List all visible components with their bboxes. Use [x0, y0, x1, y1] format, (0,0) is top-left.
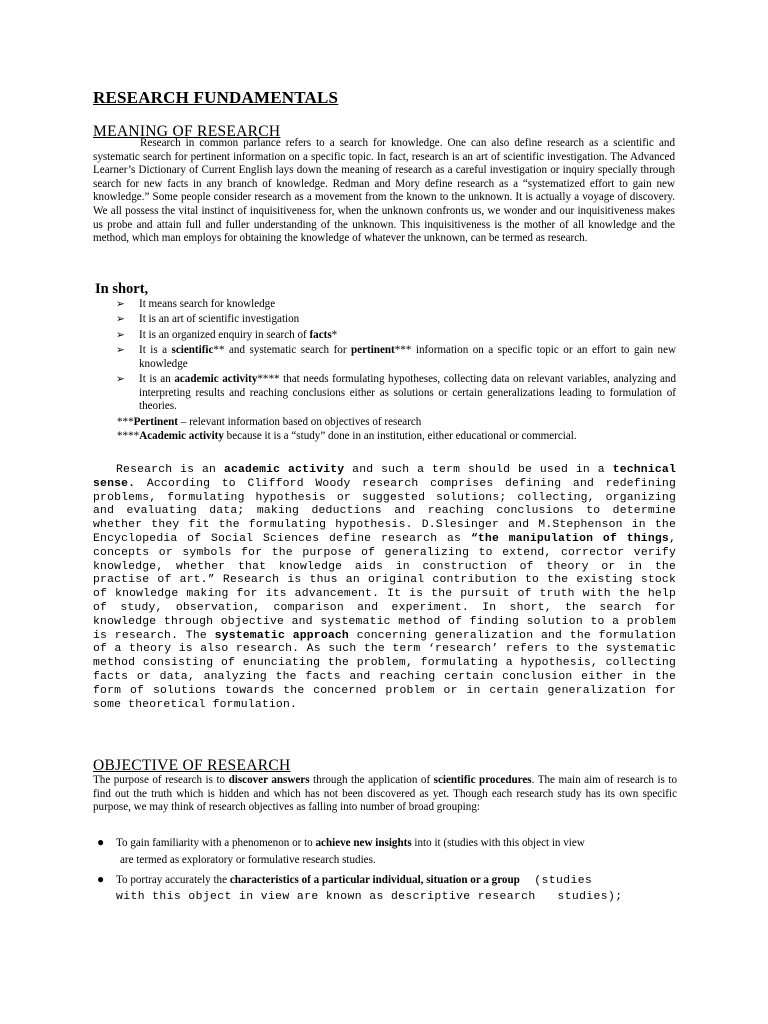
list-item: ➢ It is an academic activity**** that needs formulating hypotheses, collecting data on relevant variables, analyzing and interpreting results and reaching conclusions either as solutions or certain generalizations leading to formulation of theories.: [116, 373, 677, 412]
arrow-bullet-icon: ➢: [116, 329, 125, 341]
arrow-bullet-icon: ➢: [116, 314, 125, 326]
footnote-pertinent: ***Pertinent – relevant information based on objectives of research: [117, 416, 422, 428]
list-item: ➢ It is a scientific** and systematic search for pertinent*** information on a specific topic or an effort to gain new knowledge: [116, 344, 676, 370]
arrow-bullet-icon: ➢: [116, 345, 125, 357]
list-item: ➢ It is an organized enquiry in search of facts*: [116, 328, 338, 341]
in-short-heading: In short,: [95, 281, 149, 297]
arrow-bullet-icon: ➢: [116, 299, 125, 310]
arrow-bullet-icon: ➢: [116, 374, 125, 386]
objective-heading: OBJECTIVE OF RESEARCH: [93, 757, 291, 774]
in-short-list: [116, 298, 676, 415]
meaning-heading: MEANING OF RESEARCH: [93, 123, 281, 140]
bullet-dot-icon: ●: [97, 872, 105, 886]
meaning-paragraph: [93, 137, 675, 246]
objective-paragraph: The purpose of research is to discover answers through the application of scientific procedures. The main aim of research is to find out the truth which is hidden and which has not been discovered as yet. Though each research study has its own specific purpose, we may think of research objectives as falling into number of broad grouping:: [93, 774, 677, 814]
list-item: ➢ It means search for knowledge: [116, 298, 276, 310]
bullet-dot-icon: ●: [97, 835, 105, 849]
technical-sense-paragraph: Research is an academic activity and such a term should be used in a technical sense. According to Clifford Woody research comprises defining and redefining problems, formulating hypothesis or suggested solutions; collecting, organizing and evaluating data; making deductions and reaching conclusions to determine whether they fit the formulating hypothesis. D.Slesinger and M.Stephenson in the Encyclopedia of Social Sciences define research as “the manipulation of things, concepts or symbols for the purpose of generalizing to extend, corrector verify knowledge, whether that knowledge aids in construction of theory or in the practise of art.” Research is thus an original contribution to the existing stock of knowledge making for its advancement. It is the pursuit of truth with the help of study, observation, comparison and experiment. In short, the search for knowledge through objective and systematic method of finding solution to a problem is research. The systematic approach concerning generalization and the formulation of a theory is also research. As such the term ‘research’ refers to the systematic method consisting of enunciating the problem, formulating a hypothesis, collecting facts or data, analyzing the facts and reaching certain conclusion either in the form of solutions towards the concerned problem or in certain generalization for some theoretical formulation.: [93, 464, 677, 711]
document-page: RESEARCH FUNDAMENTALS MEANING OF RESEARCH Research in common parlance refers to a search for knowledge. One can also define research as a scientific and systematic search for pertinent information on a specific topic. In fact, research is an art of scientific investigation. The Advanced Learner’s Dictionary of Current English lays down the meaning of research as a careful investigation or inquiry specially through search for new facts in any branch of knowledge. Redman and Mory define research as a “systematized effort to gain new knowledge.” Some people consider research as a movement from the known to the unknown. It is actually a voyage of discovery. We all possess the vital instinct of inquisitiveness for, when the unknown confronts us, we wonder and our inquisitiveness makes us probe and attain full and fuller understanding of the unknown. This inquisitiveness is the mother of all knowledge and the method, which man employs for obtaining the knowledge of whatever the unknown, can be termed as research. In short, ➢ It means search for knowledge ➢ It is an art of scientific investigation ➢ It is an organized enquiry in search of facts* ➢ It is a scientific** and systematic search for pertinent*** information on a specific topic or an effort to gain new knowledge ➢ It is an academic activity**** that needs formulating hypotheses, collecting data on relevant variables, analyzing and interpreting results and reaching conclusions either as solutions or certain generalizations leading to formulation of theories. ***Pertinent – relevant information based on objectives of research ****Academic activity because it is a “study” done in an institution, either educational or commercial. Research is an academic activity and such a term should be used in a technical sense. According to Clifford Woody research comprises defining and redefining problems, formulating hypothesis or suggested solutions; collecting, organizing and evaluating data; making deductions and reaching conclusions to determine whether they fit the formulating hypothesis. D.Slesinger and M.Stephenson in the Encyclopedia of Social Sciences define research as “the manipulation of things, concepts or symbols for the purpose of generalizing to extend, corrector verify knowledge, whether that knowledge aids in construction of theory or in the practise of art.” Research is thus an original contribution to the existing stock of knowledge making for its advancement. It is the pursuit of truth with the help of study, observation, comparison and experiment. In short, the search for knowledge through objective and systematic method of finding solution to a problem is research. The systematic approach concerning generalization and the formulation of a theory is also research. As such the term ‘research’ refers to the systematic method consisting of enunciating the problem, formulating a hypothesis, collecting facts or data, analyzing the facts and reaching certain conclusion either in the form of solutions towards the concerned problem or in certain generalization for some theoretical formulation. OBJECTIVE OF RESEARCH The purpose of research is to discover answers through the application of scientific procedures. The main aim of research is to find out the truth which is hidden and which has not been discovered as yet. Though each research study has its own specific purpose, we may think of research objectives as falling into number of broad grouping: ● To gain familiarity with a phenomenon or to achieve new insights into it (studies with this object in view are termed as exploratory or formulative research studies. ● To portray accurately the characteristics of a particular individual, situation or a group (studies with this object in view are known as descriptive research studies);: [93, 88, 677, 903]
document-title: RESEARCH FUNDAMENTALS: [93, 88, 339, 107]
footnote-academic-activity: ****Academic activity because it is a “study” done in an institution, either educational or commercial.: [117, 430, 577, 442]
meaning-paragraph-text: Research in common parlance refers to a search for knowledge. One can also define research as a scientific and systematic search for pertinent information on a specific topic. In fact, research is an art of scientific investigation. The Advanced Learner’s Dictionary of Current English lays down the meaning of research as a careful investigation or inquiry specially through search for new facts in any branch of knowledge. Redman and Mory define research as a “systematized effort to gain new knowledge.” Some people consider research as a movement from the known to the unknown. It is actually a voyage of discovery. We all possess the vital instinct of inquisitiveness for, when the unknown confronts us, we wonder and our inquisitiveness makes us probe and attain full and fuller understanding of the unknown. This inquisitiveness is the mother of all knowledge and the method, which man employs for obtaining the knowledge of whatever the unknown, can be termed as research.: [93, 137, 675, 245]
list-item: ➢ It is an art of scientific investigation: [116, 313, 300, 326]
